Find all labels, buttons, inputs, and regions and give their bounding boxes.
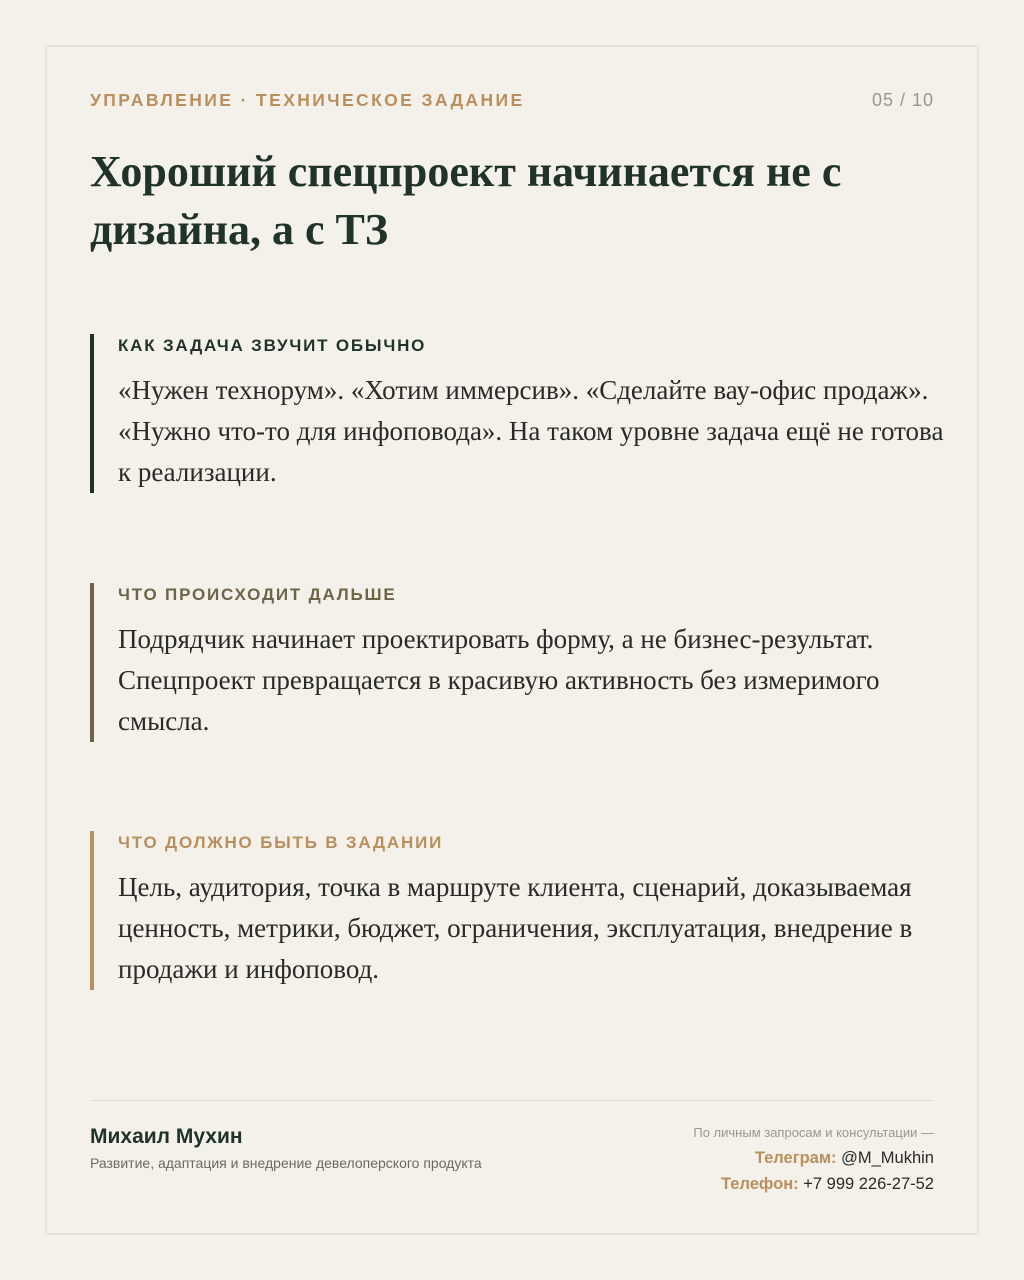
section-task-contents [90, 831, 950, 990]
footer-divider [90, 1100, 934, 1101]
contacts-note: По личным запросам и консультации — [693, 1125, 934, 1140]
section-label: ЧТО ДОЛЖНО БЫТЬ В ЗАДАНИИ [118, 833, 444, 852]
author-role: Развитие, адаптация и внедрение девелоперского продукта [90, 1155, 482, 1171]
telegram-label: Телеграм: [754, 1149, 837, 1167]
slide-header [90, 90, 934, 111]
section-accent-bar [90, 334, 94, 493]
telegram-line [693, 1145, 934, 1171]
phone-number[interactable]: +7 999 226-27-52 [803, 1175, 934, 1193]
section-text: Подрядчик начинает проектировать форму, а не бизнес-результат. Спецпроект превращается в красивую активность без измеримого смысла. [118, 624, 880, 736]
section-what-happens [90, 583, 950, 742]
author-name: Михаил Мухин [90, 1125, 243, 1148]
slide-card [45, 45, 979, 1235]
phone-line [693, 1171, 934, 1197]
section-text: Цель, аудитория, точка в маршруте клиента, сценарий, доказываемая ценность, метрики, бюджет, ограничения, эксплуатация, внедрение в продажи и инфоповод. [118, 872, 913, 984]
page-counter: 05 / 10 [871, 90, 934, 110]
section-accent-bar [90, 831, 94, 990]
telegram-handle[interactable]: @M_Mukhin [841, 1149, 934, 1167]
slide-title: Хороший спецпроект начинается не с дизайна, а с ТЗ [90, 147, 842, 254]
category-label: УПРАВЛЕНИЕ · ТЕХНИЧЕСКОЕ ЗАДАНИЕ [90, 90, 525, 110]
contacts-block [693, 1125, 934, 1197]
section-accent-bar [90, 583, 94, 742]
section-label: ЧТО ПРОИСХОДИТ ДАЛЬШЕ [118, 585, 397, 604]
section-usual-task [90, 334, 950, 493]
phone-label: Телефон: [721, 1175, 799, 1193]
section-text: «Нужен технорум». «Хотим иммерсив». «Сделайте вау-офис продаж». «Нужно что-то для инфоповода». На таком уровне задача ещё не готова к реализации. [118, 375, 944, 487]
section-label: КАК ЗАДАЧА ЗВУЧИТ ОБЫЧНО [118, 336, 427, 355]
